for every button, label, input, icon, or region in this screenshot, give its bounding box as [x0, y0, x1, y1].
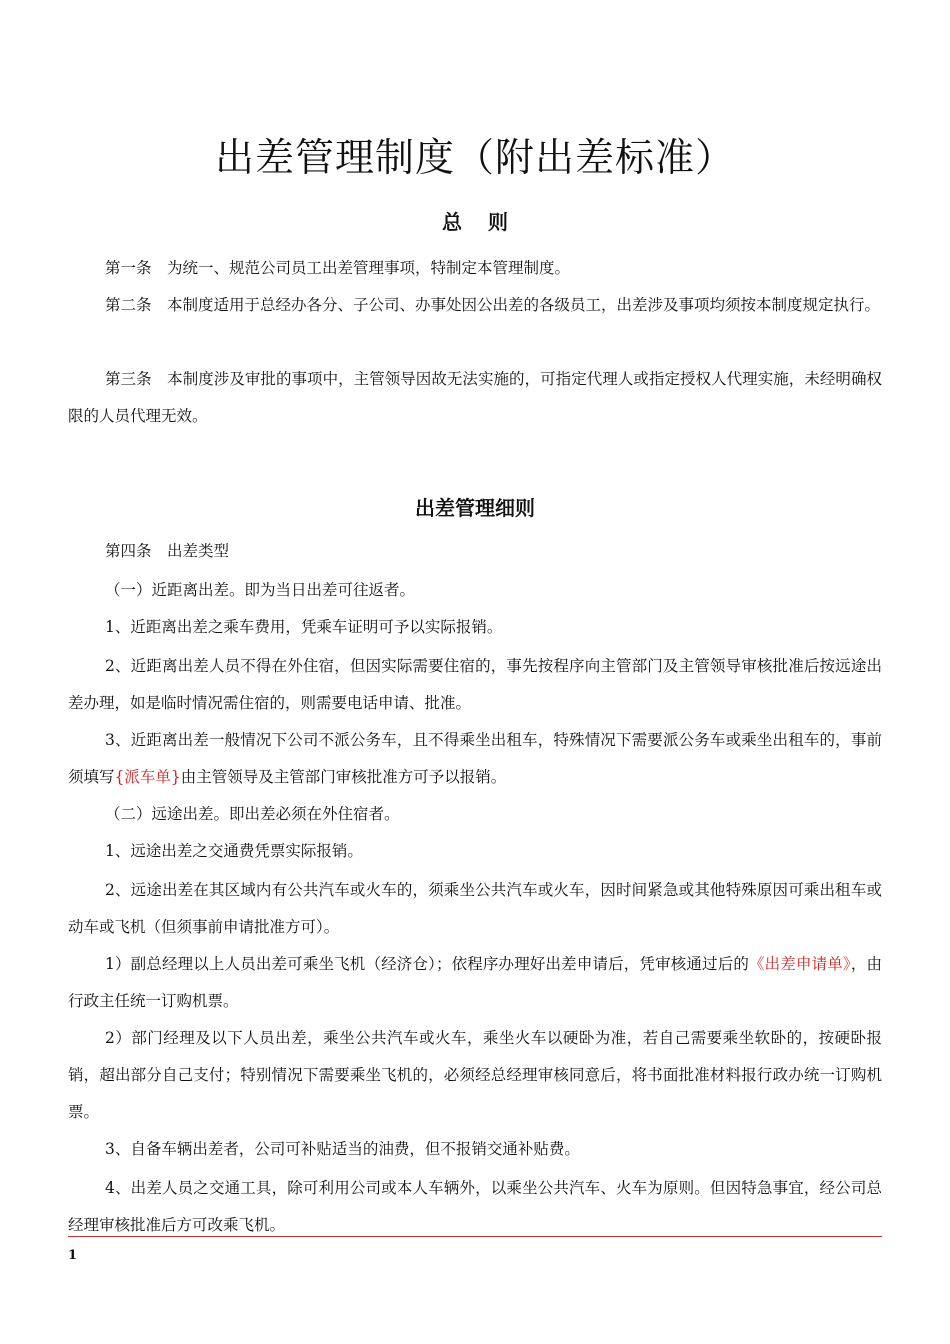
clause-short-3 — [68, 722, 882, 796]
footer-divider — [68, 1236, 882, 1237]
clause-long-2-1 — [68, 946, 882, 1020]
clause-short-trip: （一）近距离出差。即为当日出差可往返者。 — [105, 581, 416, 599]
dispatch-form-link: {派车单} — [114, 768, 181, 786]
clause-long-2-1-text-a: 1）副总经理以上人员出差可乘坐飞机（经济仓）；依程序办理好出差申请后，凭审核通过后的 — [105, 955, 749, 973]
trip-application-form-link: 《出差申请单》 — [749, 955, 851, 973]
clause-short-3-text-b: 由主管领导及主管部门审核批准方可予以报销。 — [180, 768, 507, 786]
clause-short-2: 2、近距离出差人员不得在外住宿，但因实际需要住宿的，事先按程序向主管部门及主管领导审核批准后按远途出差办理，如是临时情况需住宿的，则需要电话申请、批准。 — [68, 657, 882, 712]
article-2: 第二条 本制度适用于总经办各分、子公司、办事处因公出差的各级员工，出差涉及事项均须按本制度规定执行。 — [105, 296, 881, 314]
clause-short-3-text-a: 3、近距离出差一般情况下公司不派公务车，且不得乘坐出租车，特殊情况下需要派公务车或乘坐出租车的，事前须填写 — [68, 731, 882, 786]
clause-long-2-1-text-b: ，由行政主任统一订购机票。 — [68, 955, 882, 1010]
section-heading-general: 总则 — [442, 210, 534, 234]
article-3: 第三条 本制度涉及审批的事项中，主管领导因故无法实施的，可指定代理人或指定授权人代理实施，未经明确权限的人员代理无效。 — [68, 370, 882, 425]
page-number: 1 — [68, 1248, 78, 1263]
clause-long-2: 2、远途出差在其区域内有公共汽车或火车的，须乘坐公共汽车或火车，因时间紧急或其他特殊原因可乘出租车或动车或飞机（但须事前申请批准方可）。 — [68, 881, 882, 936]
section-heading-rules: 出差管理细则 — [415, 496, 535, 520]
page-title: 出差管理制度（附出差标准） — [214, 136, 735, 181]
clause-long-3: 3、自备车辆出差者，公司可补贴适当的油费，但不报销交通补贴费。 — [105, 1140, 580, 1158]
clause-long-4: 4、出差人员之交通工具，除可利用公司或本人车辆外，以乘坐公共汽车、火车为原则。但因特急事宜，经公司总经理审核批准后方可改乘飞机。 — [68, 1179, 882, 1234]
clause-long-1: 1、远途出差之交通费凭票实际报销。 — [105, 842, 363, 860]
article-4: 第四条 出差类型 — [105, 542, 230, 560]
article-1: 第一条 为统一、规范公司员工出差管理事项，特制定本管理制度。 — [105, 259, 571, 277]
clause-long-trip: （二）远途出差。即出差必须在外住宿者。 — [105, 805, 400, 823]
clause-long-2-2: 2）部门经理及以下人员出差，乘坐公共汽车或火车，乘坐火车以硬卧为准，若自己需要乘坐软卧的，按硬卧报销，超出部分自己支付；特别情况下需要乘坐飞机的，必须经总经理审核同意后，将书面批准材料报行政办统一订购机票。 — [68, 1029, 882, 1121]
clause-short-1: 1、近距离出差之乘车费用，凭乘车证明可予以实际报销。 — [105, 618, 503, 636]
